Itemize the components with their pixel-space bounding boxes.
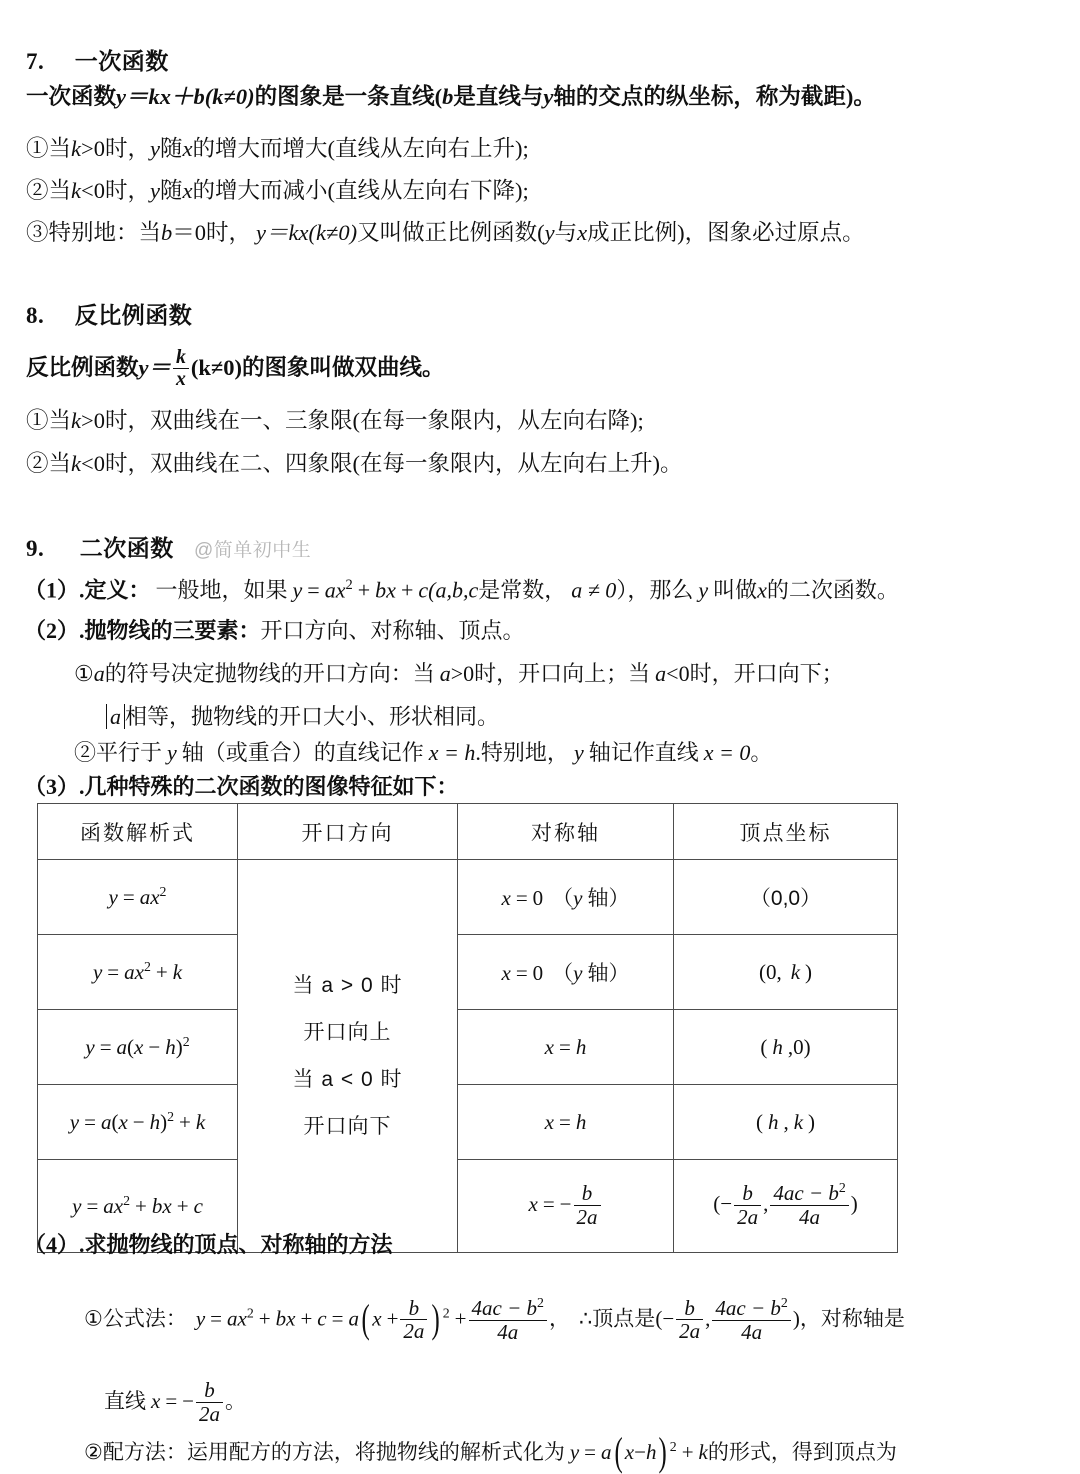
watermark: @简单初中生 xyxy=(194,540,312,561)
fraction-4ac-minus-b2-over-4a: $\frac{4ac - b^2}{4a}$ xyxy=(712,1296,790,1343)
section-9-number: 9. xyxy=(26,536,45,561)
fraction-4ac-minus-b2-over-4a: $\frac{4ac - b^2}{4a}$ xyxy=(469,1296,547,1343)
section-9-sub-4 xyxy=(24,1234,393,1256)
right-paren-big: ) xyxy=(658,1429,668,1474)
fraction-b-over-2a: $\frac{b}{2a}$ xyxy=(734,1182,761,1228)
section-7-intro-text-1: 的图象是一条直线( xyxy=(254,84,443,109)
list-marker: ① xyxy=(26,408,49,433)
fraction-b-over-2a: $\frac{b}{2a}$ xyxy=(196,1379,223,1425)
section-9-sub-3 xyxy=(24,776,459,798)
list-marker: ③ xyxy=(26,220,49,245)
fraction-4ac-minus-b2-over-4a: $\frac{4ac - b^2}{4a}$ xyxy=(770,1181,848,1228)
section-8-intro-lead: 反比例函数 xyxy=(26,355,139,381)
section-9-sub-2-item-1-line-2: a 相等，抛物线的开口大小、形状相同。 xyxy=(106,706,499,728)
section-9-sub-2: （2）.抛物线的三要素：开口方向、对称轴、顶点。 xyxy=(24,618,525,643)
section-8-intro-text: (k≠0)的图象叫做双曲线。 xyxy=(190,355,445,381)
quadratic-features-table-wrapper xyxy=(37,803,897,1253)
table-row xyxy=(38,860,898,935)
section-7-intro: 一次函数y＝kx＋b(k≠0)的图象是一条直线(b是直线与y轴的交点的纵坐标，称为截距)。 xyxy=(26,84,876,109)
cell-vertex-5: (− $\frac{b}{2a}$ , $\frac{4ac - b^2}{4a}$ ) xyxy=(674,1160,898,1253)
section-9-sub-2-item-1: ①a的符号决定抛物线的开口方向：当 a>0时，开口向上；当 a<0时，开口向下； xyxy=(74,661,844,686)
direction-line-3: 当 a < 0 时 xyxy=(292,1068,403,1091)
section-7-item-1: ①当k>0时，y随x的增大而增大(直线从左向右上升); xyxy=(26,136,529,161)
fraction-k-over-x: $\frac{k}{x}$ xyxy=(173,347,189,391)
cell-axis-4: x = h xyxy=(458,1085,674,1160)
cell-formula-1: $y = ax^2$ xyxy=(38,860,238,935)
table-header-row xyxy=(38,804,898,860)
cell-vertex-4: ( h , k ) xyxy=(674,1085,898,1160)
section-9-sub-4-item-1-line-2: 直线 x = − $\frac{b}{2a}$ 。 xyxy=(104,1378,247,1426)
cell-formula-5: $y = ax^2$ + bx + c xyxy=(38,1160,238,1253)
sub-label: （2）.抛物线的三要素： xyxy=(24,618,261,643)
section-7-number: 7. xyxy=(26,49,45,74)
cell-vertex-1: （0,0） xyxy=(674,860,898,935)
section-9-sub-2-item-2: ②平行于 y 轴（或重合）的直线记作 x = h.特别地， y 轴记作直线 x = 0。 xyxy=(74,740,773,765)
direction-line-4: 开口向下 xyxy=(303,1115,392,1139)
therefore-text: ∴顶点是 xyxy=(578,1307,656,1331)
cell-direction-merged xyxy=(238,860,458,1253)
sub-label: （1）.定义： xyxy=(24,577,151,603)
quadratic-features-table xyxy=(37,803,898,1253)
cell-axis-3: x = h xyxy=(458,1010,674,1085)
section-8-item-2: ②当k<0时，双曲线在二、四象限(在每一象限内，从左向右上升)。 xyxy=(26,451,683,476)
left-paren-big: ( xyxy=(614,1429,623,1474)
cell-axis-2: x = 0 （y 轴） xyxy=(458,935,674,1010)
fraction-b-over-2a: $\frac{b}{2a}$ xyxy=(400,1297,427,1343)
direction-line-1: 当 a > 0 时 xyxy=(292,973,403,997)
section-7-title: 一次函数 xyxy=(74,49,169,74)
list-marker: ② xyxy=(26,178,49,203)
section-8-number: 8. xyxy=(26,303,45,328)
cell-axis-1: x = 0 （y 轴） xyxy=(458,860,674,935)
cell-vertex-2: (0, k ) xyxy=(674,935,898,1010)
table-header-formula: 函数解析式 xyxy=(38,804,238,860)
list-marker: ①公式法： xyxy=(84,1307,187,1331)
cell-axis-5: x = − $\frac{b}{2a}$ xyxy=(458,1160,674,1253)
section-7-intro-text-3: 轴的交点的纵坐标，称为截距)。 xyxy=(553,84,876,109)
fraction-b-over-2a: $\frac{b}{2a}$ xyxy=(676,1297,703,1343)
list-marker: ① xyxy=(74,661,94,686)
table-header-axis: 对称轴 xyxy=(458,804,674,860)
cell-formula-2: $y = ax^2 + k$ xyxy=(38,935,238,1010)
cell-vertex-3: ( h ,0) xyxy=(674,1010,898,1085)
fraction-b-over-2a: $\frac{b}{2a}$ xyxy=(574,1182,601,1228)
list-marker: ① xyxy=(26,136,49,161)
section-8-title: 反比例函数 xyxy=(74,303,193,328)
section-9-sub-4-item-1: ①公式法： $y = ax^2$ + bx + c = a( x + $\frac{b}{2a}$ ) $^2$ + $\frac{4ac - b^2}{4a}$ ， ∴顶点是(− $\frac{b}{2a}$ , $\frac{4ac - b^2}{4a}$ )，对称轴是 xyxy=(84,1295,905,1344)
section-9-sub-1: （1）.定义： 一般地，如果 $y = ax^2$ + bx + c(a,b,c是常数， a ≠ 0），那么 y 叫做x的二次函数。 xyxy=(24,577,899,603)
table-row xyxy=(38,1085,898,1160)
left-paren-big: ( xyxy=(361,1295,370,1341)
table-row xyxy=(38,1010,898,1085)
section-9-heading xyxy=(26,530,311,563)
table-header-direction: 开口方向 xyxy=(238,804,458,860)
section-8-intro: 反比例函数y＝ $\frac{k}{x}$ (k≠0)的图象叫做双曲线。 xyxy=(26,346,445,391)
list-marker: ②平行于 xyxy=(74,740,163,765)
sub-label: （4）.求抛物线的顶点、对称轴的方法 xyxy=(24,1232,393,1257)
cell-formula-4: $y = a(x - h)^2 + k$ xyxy=(38,1085,238,1160)
section-7-item-3: ③特别地：当b＝0时， y＝kx(k≠0)又叫做正比例函数(y与x成正比例)，图象必过原点。 xyxy=(26,220,865,245)
table-row xyxy=(38,935,898,1010)
list-marker: ②配方法：运用配方的方法，将抛物线的解析式化为 xyxy=(84,1440,565,1464)
absolute-value-a: a xyxy=(106,704,125,729)
cell-formula-3: $y = a(x - h)^2$ xyxy=(38,1010,238,1085)
section-9-sub-4-item-2: ②配方法：运用配方的方法，将抛物线的解析式化为 y = a( x−h) $^2$ + k的形式，得到顶点为 xyxy=(84,1429,897,1474)
section-8-item-1: ①当k>0时，双曲线在一、三象限(在每一象限内，从左向右降); xyxy=(26,408,644,433)
section-8-heading xyxy=(26,297,192,330)
section-7-intro-equation: y＝kx＋b(k≠0) xyxy=(116,84,255,109)
section-7-intro-text-2: 是直线与 xyxy=(453,84,544,109)
section-7-intro-lead: 一次函数 xyxy=(26,84,117,109)
section-9-title: 二次函数 xyxy=(79,536,174,561)
right-paren-big: ) xyxy=(431,1295,441,1341)
section-7-item-2: ②当k<0时，y随x的增大而减小(直线从左向右下降); xyxy=(26,178,529,203)
section-7-heading xyxy=(26,43,169,76)
table-header-vertex: 顶点坐标 xyxy=(674,804,898,860)
direction-line-2: 开口向上 xyxy=(303,1020,392,1044)
list-marker: ② xyxy=(26,451,49,476)
sub-label: （3）.几种特殊的二次函数的图像特征如下： xyxy=(24,774,459,799)
